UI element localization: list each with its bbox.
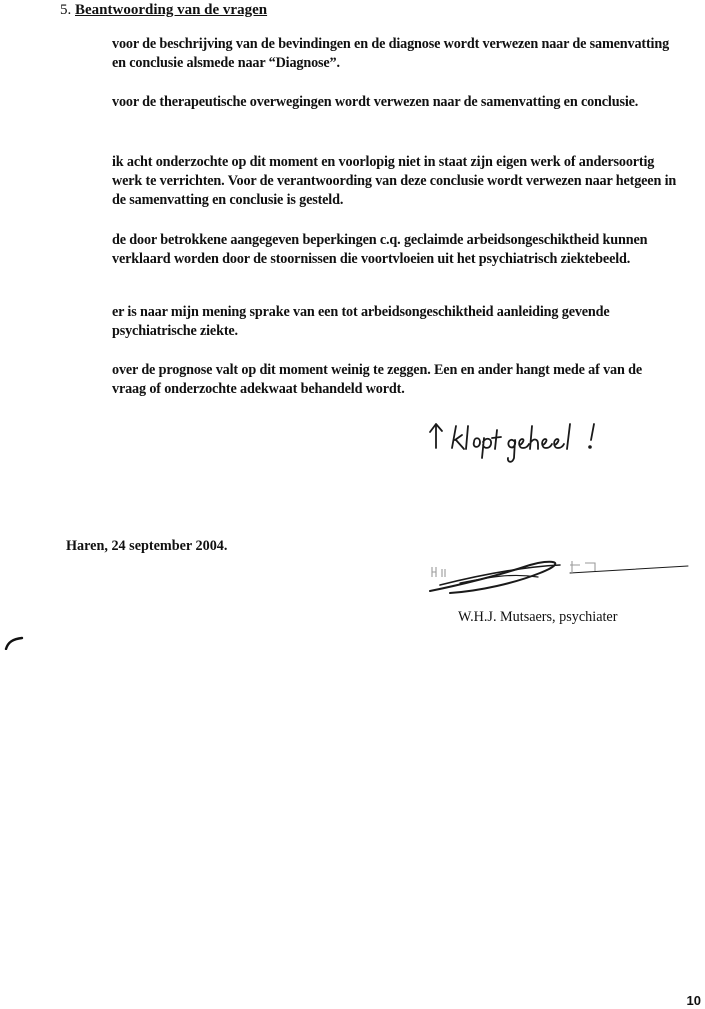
handwritten-note: [422, 418, 612, 468]
scan-corner-mark: [4, 636, 24, 650]
signer-name: W.H.J. Mutsaers, psychiater: [458, 609, 618, 625]
section-title: Beantwoording van de vragen: [75, 2, 268, 18]
section-number: 5.: [60, 2, 72, 18]
page-number: 10: [686, 993, 701, 1008]
place-and-date: Haren, 24 september 2004.: [66, 538, 228, 554]
paragraph-limitations: de door betrokkene aangegeven beperkingen c.q. geclaimde arbeidsongeschiktheid kunnen verklaard worden door de stoornissen die voortvloeien uit het psychiatrisch ziektebeeld.: [112, 232, 648, 267]
paragraph-psychiatric-illness: er is naar mijn mening sprake van een tot arbeidsongeschiktheid aanleiding gevende psychiatrische ziekte.: [112, 304, 610, 339]
section-heading: [60, 0, 267, 20]
paragraph-therapeutic-considerations: voor de therapeutische overwegingen wordt verwezen naar de samenvatting en conclusie.: [112, 94, 639, 110]
paragraph-work-capacity: ik acht onderzochte op dit moment en voorlopig niet in staat zijn eigen werk of andersoortig werk te verrichten. Voor de verantwoording van deze conclusie wordt verwezen naar hetgeen in de samenvatting en conclusie is gesteld.: [112, 154, 677, 208]
paragraph-findings-diagnosis: voor de beschrijving van de bevindingen en de diagnose wordt verwezen naar de samenvatting en conclusie alsmede naar “Diagnose”.: [112, 36, 670, 71]
paragraph-prognosis: over de prognose valt op dit moment weinig te zeggen. Een en ander hangt mede af van de vraag of onderzochte adekwaat behandeld wordt.: [112, 362, 642, 397]
signature: [420, 555, 690, 600]
